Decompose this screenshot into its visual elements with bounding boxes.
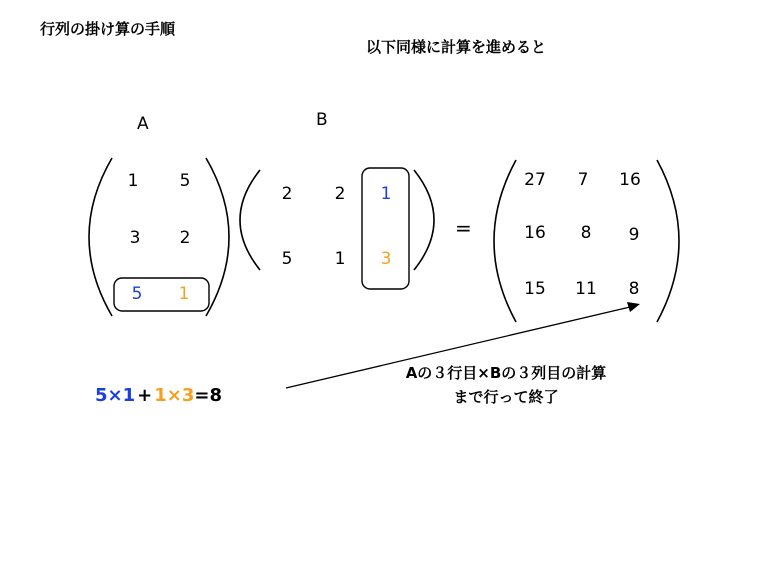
page-title: 行列の掛け算の手順 [40, 20, 176, 38]
equals-sign: = [455, 216, 472, 240]
matrix-a-cell: 3 [129, 228, 141, 248]
subtitle: 以下同様に計算を進めると [366, 38, 547, 56]
note-line-2: まで行って終了 [453, 388, 559, 406]
result-cell: 16 [619, 170, 641, 190]
matrix-a-left-bracket [89, 158, 112, 316]
result-cell: 27 [524, 170, 546, 190]
matrix-b-right-bracket [414, 170, 434, 270]
arrow-head [627, 302, 640, 312]
calculation-expression [95, 385, 222, 406]
matrix-b-cell-highlighted: 1 [380, 184, 392, 204]
matrix-b-left-bracket [240, 170, 260, 270]
result-left-bracket [494, 160, 516, 322]
matrix-b-cell: 1 [334, 249, 346, 269]
result-cell: 9 [628, 225, 640, 245]
matrix-a-cell-highlighted: 1 [178, 284, 190, 304]
matrix-a-cell-highlighted: 5 [131, 284, 143, 304]
matrix-b-cell-highlighted: 3 [380, 249, 392, 269]
result-cell: 7 [577, 170, 589, 190]
note-line-1: Aの３行目×Bの３列目の計算 [405, 364, 607, 382]
matrix-b-cell: 2 [281, 184, 293, 204]
note-text [376, 361, 636, 409]
result-cell: 11 [575, 279, 597, 299]
calculation-result: =8 [194, 385, 222, 406]
calculation-plus: + [137, 385, 153, 406]
result-right-bracket [657, 160, 679, 322]
result-cell: 15 [524, 279, 546, 299]
result-cell: 8 [580, 223, 592, 243]
matrix-b-label: B [316, 110, 328, 130]
matrix-a-cell: 2 [179, 228, 191, 248]
calculation-term-2: 1×3 [154, 385, 195, 406]
result-cell-target: 8 [628, 279, 640, 299]
matrix-a-label: A [137, 114, 149, 134]
matrix-b-cell: 2 [334, 184, 346, 204]
matrix-a-cell: 5 [179, 171, 191, 191]
result-cell: 16 [524, 223, 546, 243]
matrix-a-cell: 1 [127, 171, 139, 191]
matrix-b-cell: 5 [281, 249, 293, 269]
calculation-term-1: 5×1 [95, 385, 136, 406]
